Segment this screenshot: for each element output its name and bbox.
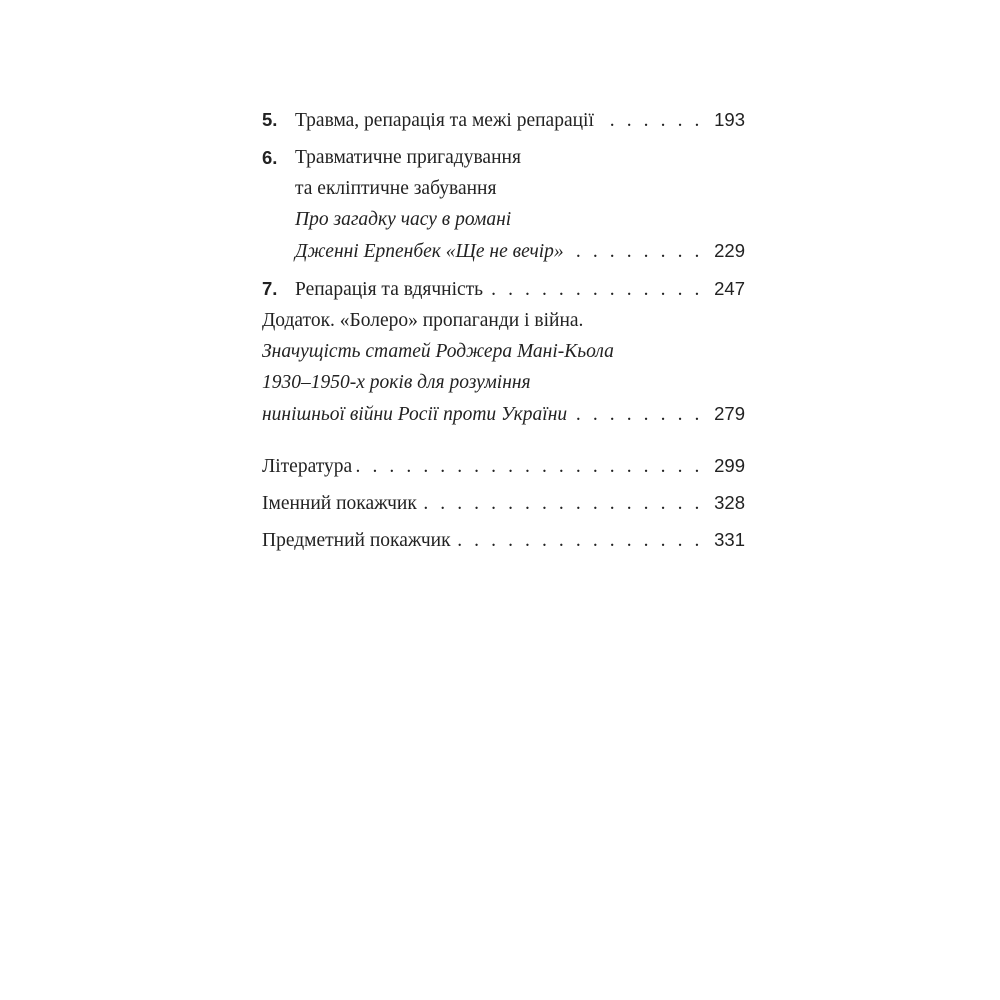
- page-number: 247: [714, 278, 745, 299]
- chapter-number: 7.: [262, 278, 278, 299]
- entry-title-line: та екліптичне забування: [295, 178, 497, 199]
- page-number: 279: [714, 403, 745, 424]
- entry-title: Травма, репарація та межі репарації: [295, 110, 594, 131]
- dot-leader: [598, 105, 703, 136]
- page-number: 328: [714, 492, 745, 513]
- toc-entry-6[interactable]: [262, 142, 745, 267]
- toc-entry-5[interactable]: [262, 104, 745, 136]
- table-of-contents: [262, 104, 745, 556]
- dot-leader: [571, 399, 703, 430]
- page-number: 331: [714, 529, 745, 550]
- toc-entry-literature[interactable]: [262, 450, 745, 482]
- page-number: 299: [714, 455, 745, 476]
- toc-entry-name-index[interactable]: [262, 487, 745, 519]
- entry-title-line: Додаток. «Болеро» пропаганди і війна.: [262, 310, 584, 331]
- entry-title: Література: [262, 456, 353, 477]
- entry-title: Репарація та вдячність: [295, 279, 484, 300]
- dot-leader: [356, 451, 703, 482]
- dot-leader: [455, 525, 703, 556]
- chapter-number: 5.: [262, 109, 278, 130]
- entry-subtitle-line: Значущість статей Роджера Мані-Кьола: [262, 341, 614, 362]
- toc-entry-7[interactable]: [262, 273, 745, 305]
- dot-leader: [487, 274, 703, 305]
- dot-leader: [568, 236, 703, 267]
- entry-subtitle-line: нинішньої війни Росії проти України: [262, 404, 568, 425]
- toc-entry-subject-index[interactable]: [262, 524, 745, 556]
- entry-title-line: Травматичне пригадування: [295, 147, 521, 168]
- page-number: 229: [714, 240, 745, 261]
- entry-title: Іменний покажчик: [262, 493, 417, 514]
- entry-subtitle-line: 1930–1950-х років для розуміння: [262, 372, 531, 393]
- dot-leader: [421, 488, 703, 519]
- entry-subtitle-line: Про загадку часу в романі: [295, 209, 512, 230]
- page-number: 193: [714, 109, 745, 130]
- toc-entry-appendix[interactable]: [262, 305, 745, 430]
- entry-title: Предметний покажчик: [262, 530, 451, 551]
- chapter-number: 6.: [262, 147, 278, 168]
- entry-subtitle-line: Дженні Ерпенбек «Ще не вечір»: [295, 241, 564, 262]
